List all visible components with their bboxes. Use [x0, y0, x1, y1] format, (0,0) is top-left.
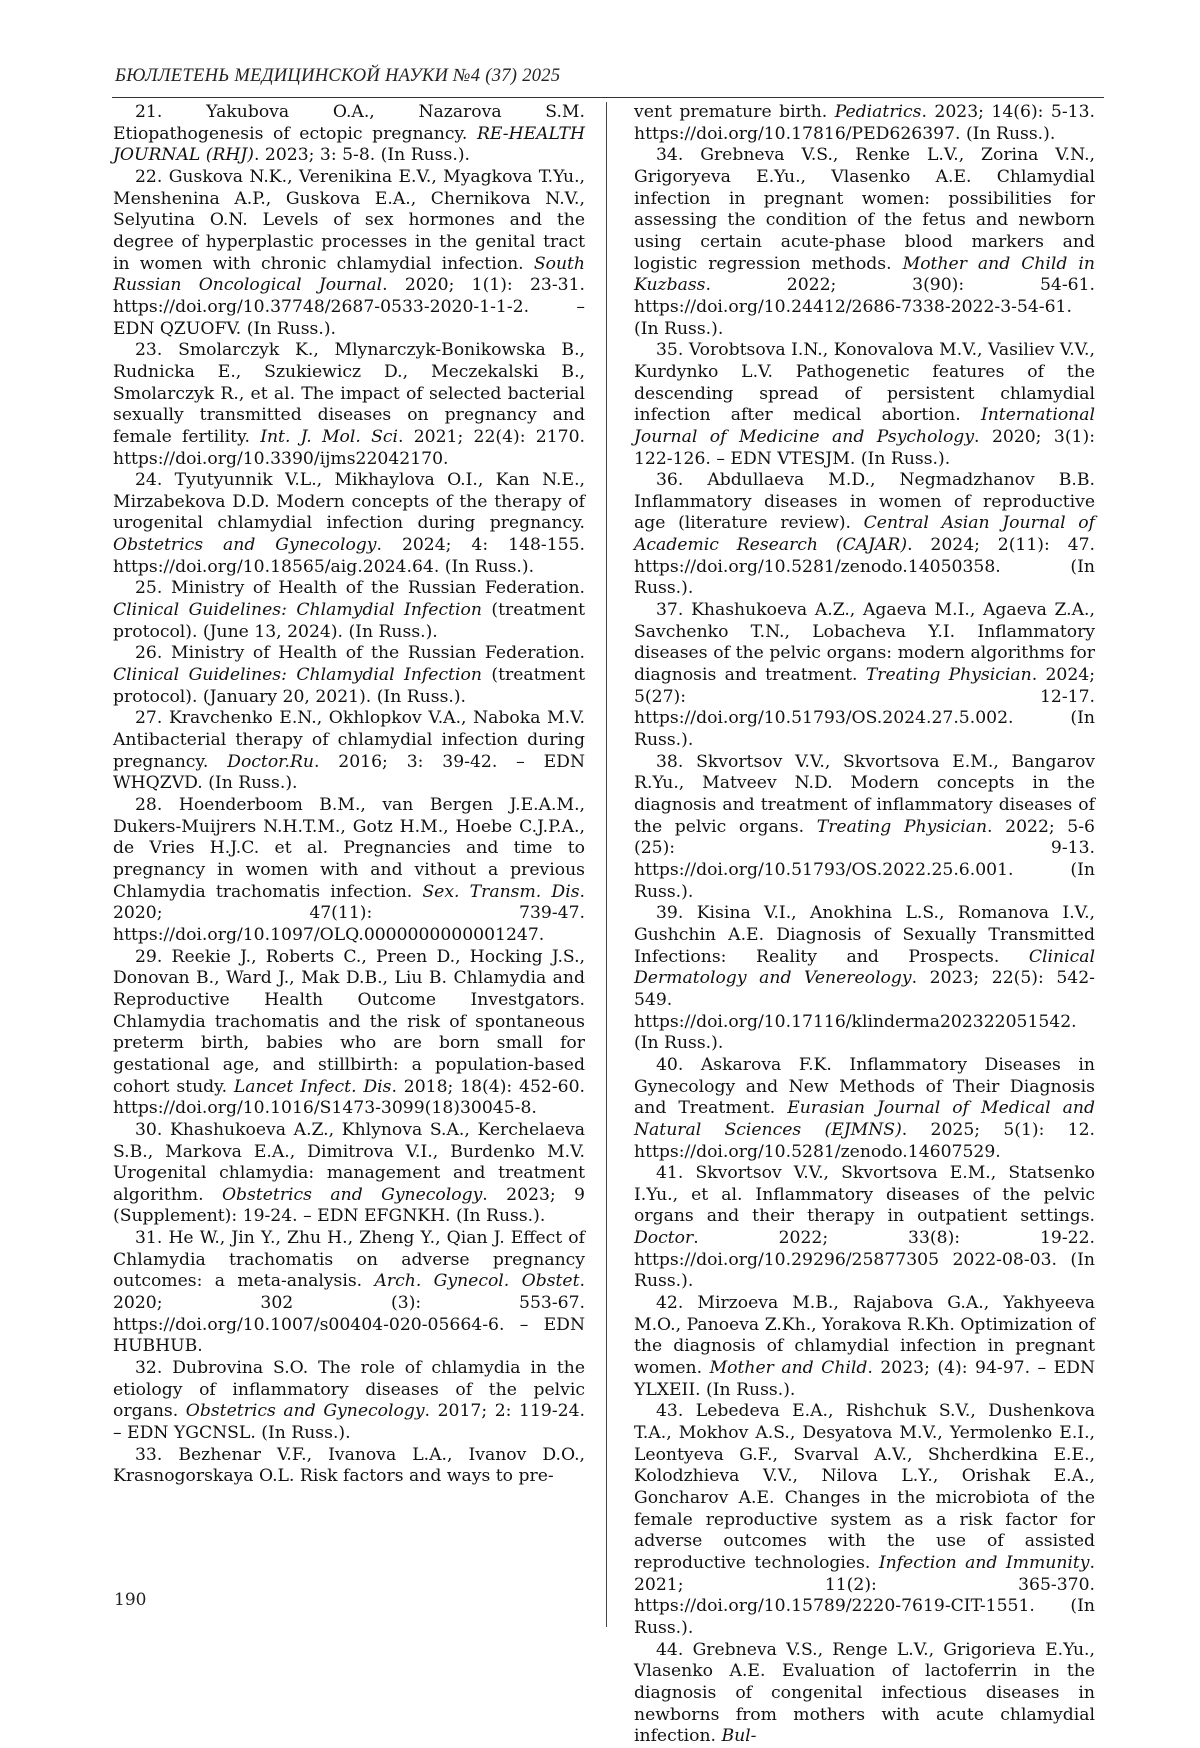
reference-item: 31. He W., Jin Y., Zhu H., Zheng Y., Qian J. Effect of Chlamydia trachomatis on adverse pregnancy outcomes: a meta-analysis. Arch. Gynecol. Obstet. 2020; 302 (3): 553-67. https://doi.org/10.1007/s00404-020-05664-6. – EDN HUBHUB.	[113, 1228, 585, 1357]
reference-item: 39. Kisina V.I., Anokhina L.S., Romanova I.V., Gushchin A.E. Diagnosis of Sexually Transmitted Infections: Reality and Prospects. Clinical Dermatology and Venereology. 2023; 22(5): 542-549. https://doi.org/10.17116/klinderma202322051542. (In Russ.).	[634, 903, 1095, 1054]
reference-item: 36. Abdullaeva M.D., Negmadzhanov B.B. Inflammatory diseases in women of reproductive age (literature review). Central Asian Journal of Academic Research (CAJAR). 2024; 2(11): 47. https://doi.org/10.5281/zenodo.14050358. (In Russ.).	[634, 470, 1095, 599]
references-right-column	[634, 102, 1095, 1747]
reference-item: 22. Guskova N.K., Verenikina E.V., Myagkova T.Yu., Menshenina A.P., Guskova E.A., Chernikova N.V., Selyutina O.N. Levels of sex hormones and the degree of hyperplastic processes in the genital tract in women with chronic chlamydial infection. South Russian Oncological Journal. 2020; 1(1): 23-31. https://doi.org/10.37748/2687-0533-2020-1-1-2. – EDN QZUOFV. (In Russ.).	[113, 166, 585, 339]
reference-item: 28. Hoenderboom B.M., van Bergen J.E.A.M., Dukers-Muijrers N.H.T.M., Gotz H.M., Hoebe C.J.P.A., de Vries H.J.C. et al. Pregnancies and time to pregnancy in women with and vithout a previous Chlamydia trachomatis infection. Sex. Transm. Dis. 2020; 47(11): 739-47. https://doi.org/10.1097/OLQ.0000000000001247.	[113, 795, 586, 945]
reference-item: 24. Tyutyunnik V.L., Mikhaylova O.I., Kan N.E., Mirzabekova D.D. Modern concepts of the therapy of urogenital chlamydial infection during pregnancy. Obstetrics and Gynecology. 2024; 4: 148-155. https://doi.org/10.18565/aig.2024.64. (In Russ.).	[113, 470, 585, 577]
journal-running-header: БЮЛЛЕТЕНЬ МЕДИЦИНСКОЙ НАУКИ №4 (37) 2025	[115, 66, 561, 86]
reference-item: 25. Ministry of Health of the Russian Federation. Clinical Guidelines: Chlamydial Infection (treatment protocol). (June 13, 2024). (In Russ.).	[113, 578, 585, 642]
reference-item-continuation: vent premature birth. Pediatrics. 2023; 14(6): 5-13. https://doi.org/10.17816/PED626397. (In Russ.).	[634, 102, 1095, 144]
reference-item: 29. Reekie J., Roberts C., Preen D., Hocking J.S., Donovan B., Ward J., Mak D.B., Liu B. Chlamydia and Reproductive Health Outcome Investgators. Chlamydia trachomatis and the risk of spontaneous preterm birth, babies who are born small for gestational age, and stillbirth: a population-based cohort study. Lancet Infect. Dis. 2018; 18(4): 452-60. https://doi.org/10.1016/S1473-3099(18)30045-8.	[113, 946, 585, 1119]
reference-item: 44. Grebneva V.S., Renge L.V., Grigorieva E.Yu., Vlasenko A.E. Evaluation of lactoferrin in the diagnosis of congenital infectious diseases in newborns from mothers with acute chlamydial infection. Bul-	[634, 1639, 1095, 1747]
header-divider	[112, 97, 1104, 98]
reference-item: 27. Kravchenko E.N., Okhlopkov V.A., Naboka M.V. Antibacterial therapy of chlamydial infection during pregnancy. Doctor.Ru. 2016; 3: 39-42. – EDN WHQZVD. (In Russ.).	[113, 708, 585, 794]
reference-item: 26. Ministry of Health of the Russian Federation. Clinical Guidelines: Chlamydial Infection (treatment protocol). (January 20, 2021). (In Russ.).	[113, 643, 585, 707]
reference-item: 42. Mirzoeva M.B., Rajabova G.A., Yakhyeeva M.O., Panoeva Z.Kh., Yorakova R.Kh. Optimization of the diagnosis of chlamydial infection in pregnant women. Mother and Child. 2023; (4): 94-97. – EDN YLXEII. (In Russ.).	[634, 1293, 1095, 1400]
reference-item: 34. Grebneva V.S., Renke L.V., Zorina V.N., Grigoryeva E.Yu., Vlasenko A.E. Chlamydial infection in pregnant women: possibilities for assessing the condition of the fetus and newborn using certain acute-phase blood markers and logistic regression methods. Mother and Child in Kuzbass. 2022; 3(90): 54-61. https://doi.org/10.24412/2686-7338-2022-3-54-61. (In Russ.).	[634, 145, 1095, 339]
reference-item: 23. Smolarczyk K., Mlynarczyk-Bonikowska B., Rudnicka E., Szukiewicz D., Meczekalski B., Smolarczyk R., et al. The impact of selected bacterial sexually transmitted diseases on pregnancy and female fertility. Int. J. Mol. Sci. 2021; 22(4): 2170. https://doi.org/10.3390/ijms22042170.	[113, 340, 585, 469]
reference-item: 43. Lebedeva E.A., Rishchuk S.V., Dushenkova T.A., Mokhov A.S., Desyatova M.V., Yermolenko E.I., Leontyeva G.F., Svarval A.V., Shcherdkina E.E., Kolodzhieva V.V., Nilova L.Y., Orishak E.A., Goncharov A.E. Changes in the microbiota of the female reproductive system as a risk factor for adverse outcomes with the use of assisted reproductive technologies. Infection and Immunity. 2021; 11(2): 365-370. https://doi.org/10.15789/2220-7619-CIT-1551. (In Russ.).	[634, 1401, 1095, 1638]
reference-item: 41. Skvortsov V.V., Skvortsova E.M., Statsenko I.Yu., et al. Inflammatory diseases of the pelvic organs and their therapy in outpatient settings. Doctor. 2022; 33(8): 19-22. https://doi.org/10.29296/25877305 2022-08-03. (In Russ.).	[634, 1163, 1095, 1292]
references-left-column	[113, 102, 585, 1642]
column-divider	[606, 102, 607, 1627]
reference-item: 38. Skvortsov V.V., Skvortsova E.M., Bangarov R.Yu., Matveev N.D. Modern concepts in the diagnosis and treatment of inflammatory diseases of the pelvic organs. Treating Physician. 2022; 5-6 (25): 9-13. https://doi.org/10.51793/OS.2022.25.6.001. (In Russ.).	[634, 751, 1095, 902]
reference-item: 37. Khashukoeva A.Z., Agaeva M.I., Agaeva Z.A., Savchenko T.N., Lobacheva Y.I. Inflammatory diseases of the pelvic organs: modern algorithms for diagnosis and treatment. Treating Physician. 2024; 5(27): 12-17. https://doi.org/10.51793/OS.2024.27.5.002. (In Russ.).	[634, 600, 1095, 751]
reference-item: 32. Dubrovina S.O. The role of chlamydia in the etiology of inflammatory diseases of the pelvic organs. Obstetrics and Gynecology. 2017; 2: 119-24. – EDN YGCNSL. (In Russ.).	[113, 1358, 585, 1444]
reference-item: 30. Khashukoeva A.Z., Khlynova S.A., Kerchelaeva S.B., Markova E.A., Dimitrova V.I., Burdenko M.V. Urogenital chlamydia: management and treatment algorithm. Obstetrics and Gynecology. 2023; 9 (Supplement): 19-24. – EDN EFGNKH. (In Russ.).	[113, 1119, 586, 1227]
reference-item: 35. Vorobtsova I.N., Konovalova M.V., Vasiliev V.V., Kurdynko L.V. Pathogenetic features of the descending spread of persistent chlamydial infection after medical abortion. International Journal of Medicine and Psychology. 2020; 3(1): 122-126. – EDN VTESJM. (In Russ.).	[634, 340, 1095, 469]
page-number: 190	[114, 1590, 147, 1610]
reference-item: 40. Askarova F.K. Inflammatory Diseases in Gynecology and New Methods of Their Diagnosis and Treatment. Eurasian Journal of Medical and Natural Sciences (EJMNS). 2025; 5(1): 12. https://doi.org/10.5281/zenodo.14607529.	[634, 1054, 1095, 1162]
reference-item: 33. Bezhenar V.F., Ivanova L.A., Ivanov D.O., Krasnogorskaya O.L. Risk factors and ways to pre-	[113, 1444, 586, 1487]
reference-item: 21. Yakubova O.A., Nazarova S.M. Etiopathogenesis of ectopic pregnancy. RE-HEALTH JOURNAL (RHJ). 2023; 3: 5-8. (In Russ.).	[113, 102, 585, 166]
